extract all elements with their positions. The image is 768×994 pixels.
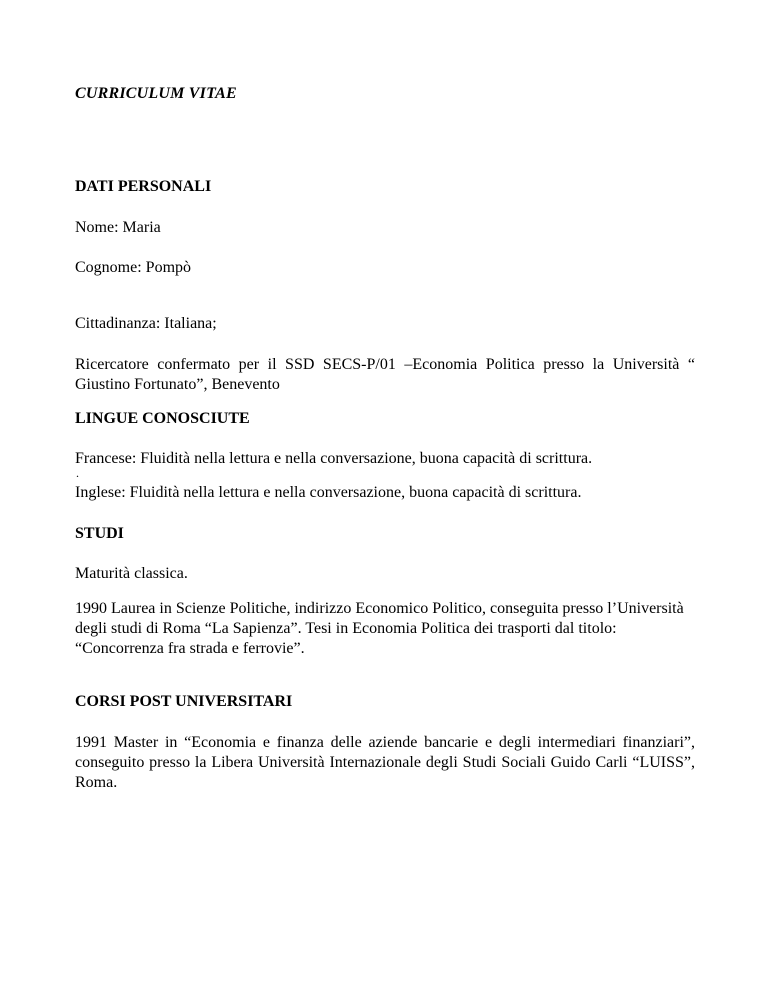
english-language-line: Inglese: Fluidità nella lettura e nella conversazione, buona capacità di scrittura. — [75, 484, 582, 501]
document-title: CURRICULUM VITAE — [75, 85, 237, 102]
citizenship-field: Cittadinanza: Italiana; — [75, 315, 217, 332]
surname-field: Cognome: Pompò — [75, 259, 192, 276]
degree-paragraph: 1990 Laurea in Scienze Politiche, indirizzo Economico Politico, conseguita presso l’Università degli studi di Roma “La Sapienza”. Tesi in Economia Politica dei trasporti dal titolo: “Concorrenza fra strada e ferrovie”. — [75, 600, 684, 657]
french-language-line: Francese: Fluidità nella lettura e nella conversazione, buona capacità di scrittura. — [75, 450, 593, 467]
name-field: Nome: Maria — [75, 219, 161, 236]
postgrad-heading: CORSI POST UNIVERSITARI — [75, 693, 293, 710]
master-paragraph: 1991 Master in “Economia e finanza delle aziende bancarie e degli intermediari finanziari”, conseguito presso la Libera Università Internazionale degli Studi Sociali Guido Carli “LUISS”, Roma. — [75, 734, 695, 791]
position-paragraph: Ricercatore confermato per il SSD SECS-P/01 –Economia Politica presso la Università “ Giustino Fortunato”, Benevento — [75, 356, 695, 393]
diploma-line: Maturità classica. — [75, 565, 188, 582]
studies-heading: STUDI — [75, 525, 124, 542]
separator-dot: . — [76, 466, 79, 480]
languages-heading: LINGUE CONOSCIUTE — [75, 410, 250, 427]
personal-data-heading: DATI PERSONALI — [75, 178, 212, 195]
